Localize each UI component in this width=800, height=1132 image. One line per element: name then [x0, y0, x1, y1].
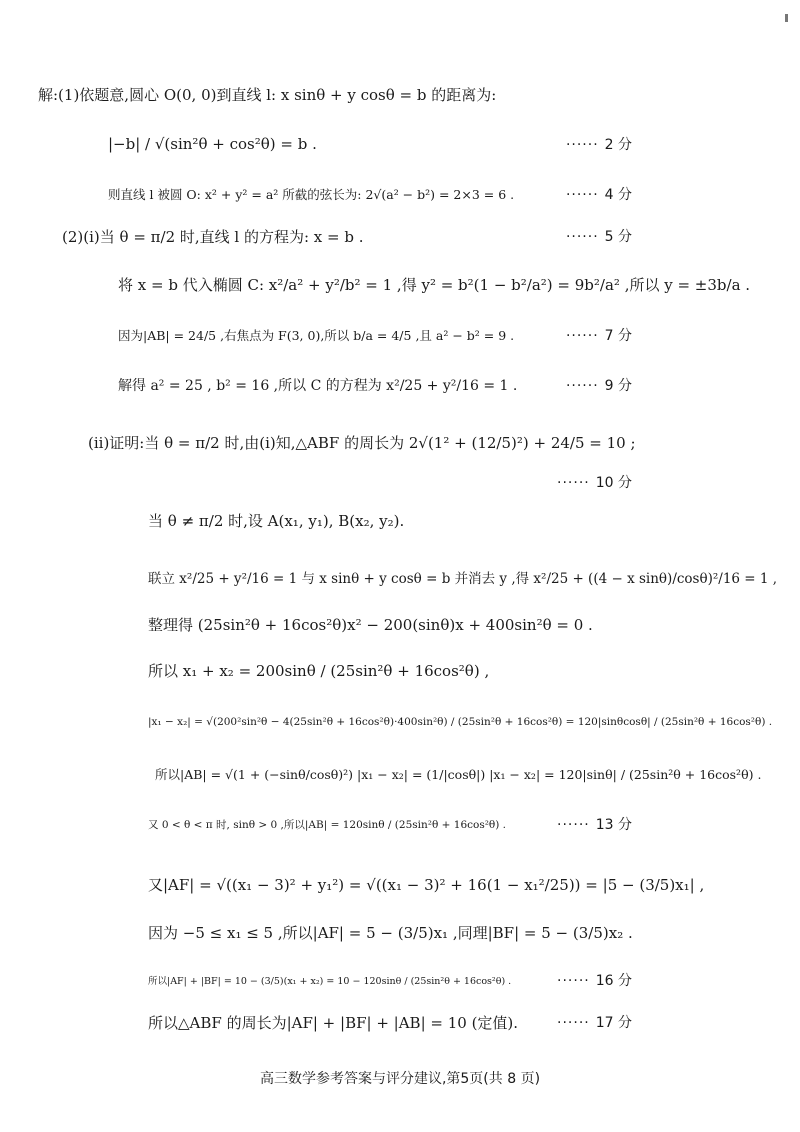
line-text: |−b| / √(sin²θ + cos²θ) = b .	[108, 135, 317, 153]
score-value: 9 分	[604, 378, 632, 394]
solution-line-l20	[0, 1010, 800, 1034]
line-text: 将 x = b 代入椭圆 C: x²/a² + y²/b² = 1 ,得 y² = b²(1 − b²/a²) = 9b²/a² ,所以 y = ±3b/a .	[118, 275, 751, 294]
score-dots: ······	[557, 817, 590, 833]
score-mark	[566, 184, 632, 204]
solution-line-l03	[0, 182, 800, 206]
score-dots: ······	[557, 475, 590, 491]
score-mark	[557, 1012, 632, 1032]
score-mark	[557, 970, 632, 990]
line-text: 又|AF| = √((x₁ − 3)² + y₁²) = √((x₁ − 3)² + 16(1 − x₁²/25)) = |5 − (3/5)x₁| ,	[148, 875, 705, 894]
line-text: 因为|AB| = 24/5 ,右焦点为 F(3, 0),所以 b/a = 4/5 ,且 a² − b² = 9 .	[118, 328, 515, 343]
score-dots: ······	[565, 378, 599, 394]
score-dots: ······	[557, 973, 590, 989]
scan-edge-mark	[785, 14, 788, 22]
score-value: 7 分	[604, 328, 632, 344]
line-text: (2)(i)当 θ = π/2 时,直线 l 的方程为: x = b .	[62, 227, 364, 246]
solution-line-l12	[0, 612, 800, 636]
score-value: 5 分	[604, 229, 632, 245]
solution-line-l08	[0, 430, 800, 454]
score-value: 17 分	[595, 1015, 632, 1031]
solution-line-l14	[0, 710, 800, 734]
score-dots: ······	[565, 229, 599, 245]
solution-line-l02	[0, 132, 800, 156]
solution-line-l11	[0, 565, 800, 589]
score-mark	[566, 134, 632, 154]
line-text: |x₁ − x₂| = √(200²sin²θ − 4(25sin²θ + 16cos²θ)·400sin²θ) / (25sin²θ + 16cos²θ) = 120|sinθcosθ| / (25sin²θ + 16cos²θ) .	[148, 716, 773, 728]
line-text: 所以|AF| + |BF| = 10 − (3/5)(x₁ + x₂) = 10 − 120sinθ / (25sin²θ + 16cos²θ) .	[148, 976, 512, 987]
score-value: 16 分	[595, 973, 632, 989]
line-text: 联立 x²/25 + y²/16 = 1 与 x sinθ + y cosθ = b 并消去 y ,得 x²/25 + ((4 − x sinθ)/cosθ)²/16 = 1 ,	[148, 571, 778, 587]
line-text: 所以△ABF 的周长为|AF| + |BF| + |AB| = 10 (定值).	[148, 1013, 519, 1032]
line-text: 又 0 < θ < π 时, sinθ > 0 ,所以|AB| = 120sinθ / (25sin²θ + 16cos²θ) .	[148, 818, 507, 831]
solution-line-l15	[0, 762, 800, 786]
solution-line-l18	[0, 920, 800, 944]
score-value: 4 分	[604, 187, 632, 203]
score-dots: ······	[565, 328, 599, 344]
solution-line-l06	[0, 323, 800, 347]
solution-line-l07	[0, 373, 800, 397]
line-text: 当 θ ≠ π/2 时,设 A(x₁, y₁), B(x₂, y₂).	[148, 511, 405, 530]
score-mark	[557, 814, 632, 834]
score-mark	[566, 325, 632, 345]
score-dots: ······	[557, 1015, 590, 1031]
score-value: 10 分	[595, 475, 632, 491]
line-text: 所以 x₁ + x₂ = 200sinθ / (25sin²θ + 16cos²θ) ,	[148, 661, 490, 680]
score-value: 2 分	[604, 137, 632, 153]
score-value: 13 分	[595, 817, 632, 833]
solution-line-l19	[0, 968, 800, 992]
line-text: 所以|AB| = √(1 + (−sinθ/cosθ)²) |x₁ − x₂| = (1/|cosθ|) |x₁ − x₂| = 120|sinθ| / (25sin²θ + 16cos²θ) .	[155, 767, 762, 782]
solution-line-l05	[0, 272, 800, 296]
score-mark	[566, 375, 632, 395]
page-footer: 高三数学参考答案与评分建议,第5页(共 8 页)	[259, 1071, 541, 1087]
solution-line-l13	[0, 658, 800, 682]
solution-line-l17	[0, 872, 800, 896]
line-text: 解得 a² = 25 , b² = 16 ,所以 C 的方程为 x²/25 + y²/16 = 1 .	[118, 378, 518, 394]
solution-line-l01	[0, 82, 800, 106]
score-dots: ······	[565, 137, 599, 153]
solution-line-l04	[0, 224, 800, 248]
solution-line-l09	[0, 470, 800, 494]
line-text: 因为 −5 ≤ x₁ ≤ 5 ,所以|AF| = 5 − (3/5)x₁ ,同理|BF| = 5 − (3/5)x₂ .	[148, 923, 633, 942]
line-text: 则直线 l 被圆 O: x² + y² = a² 所截的弦长为: 2√(a² − b²) = 2×3 = 6 .	[108, 187, 515, 202]
score-mark	[566, 226, 632, 246]
score-dots: ······	[565, 187, 599, 203]
line-text: 整理得 (25sin²θ + 16cos²θ)x² − 200(sinθ)x + 400sin²θ = 0 .	[148, 615, 593, 634]
line-text: (ii)证明:当 θ = π/2 时,由(i)知,△ABF 的周长为 2√(1² + (12/5)²) + 24/5 = 10 ;	[88, 433, 636, 452]
line-text: 解:(1)依题意,圆心 O(0, 0)到直线 l: x sinθ + y cosθ = b 的距离为:	[38, 85, 497, 104]
solution-line-l16	[0, 812, 800, 836]
score-mark	[557, 472, 632, 492]
solution-line-l10	[0, 508, 800, 532]
